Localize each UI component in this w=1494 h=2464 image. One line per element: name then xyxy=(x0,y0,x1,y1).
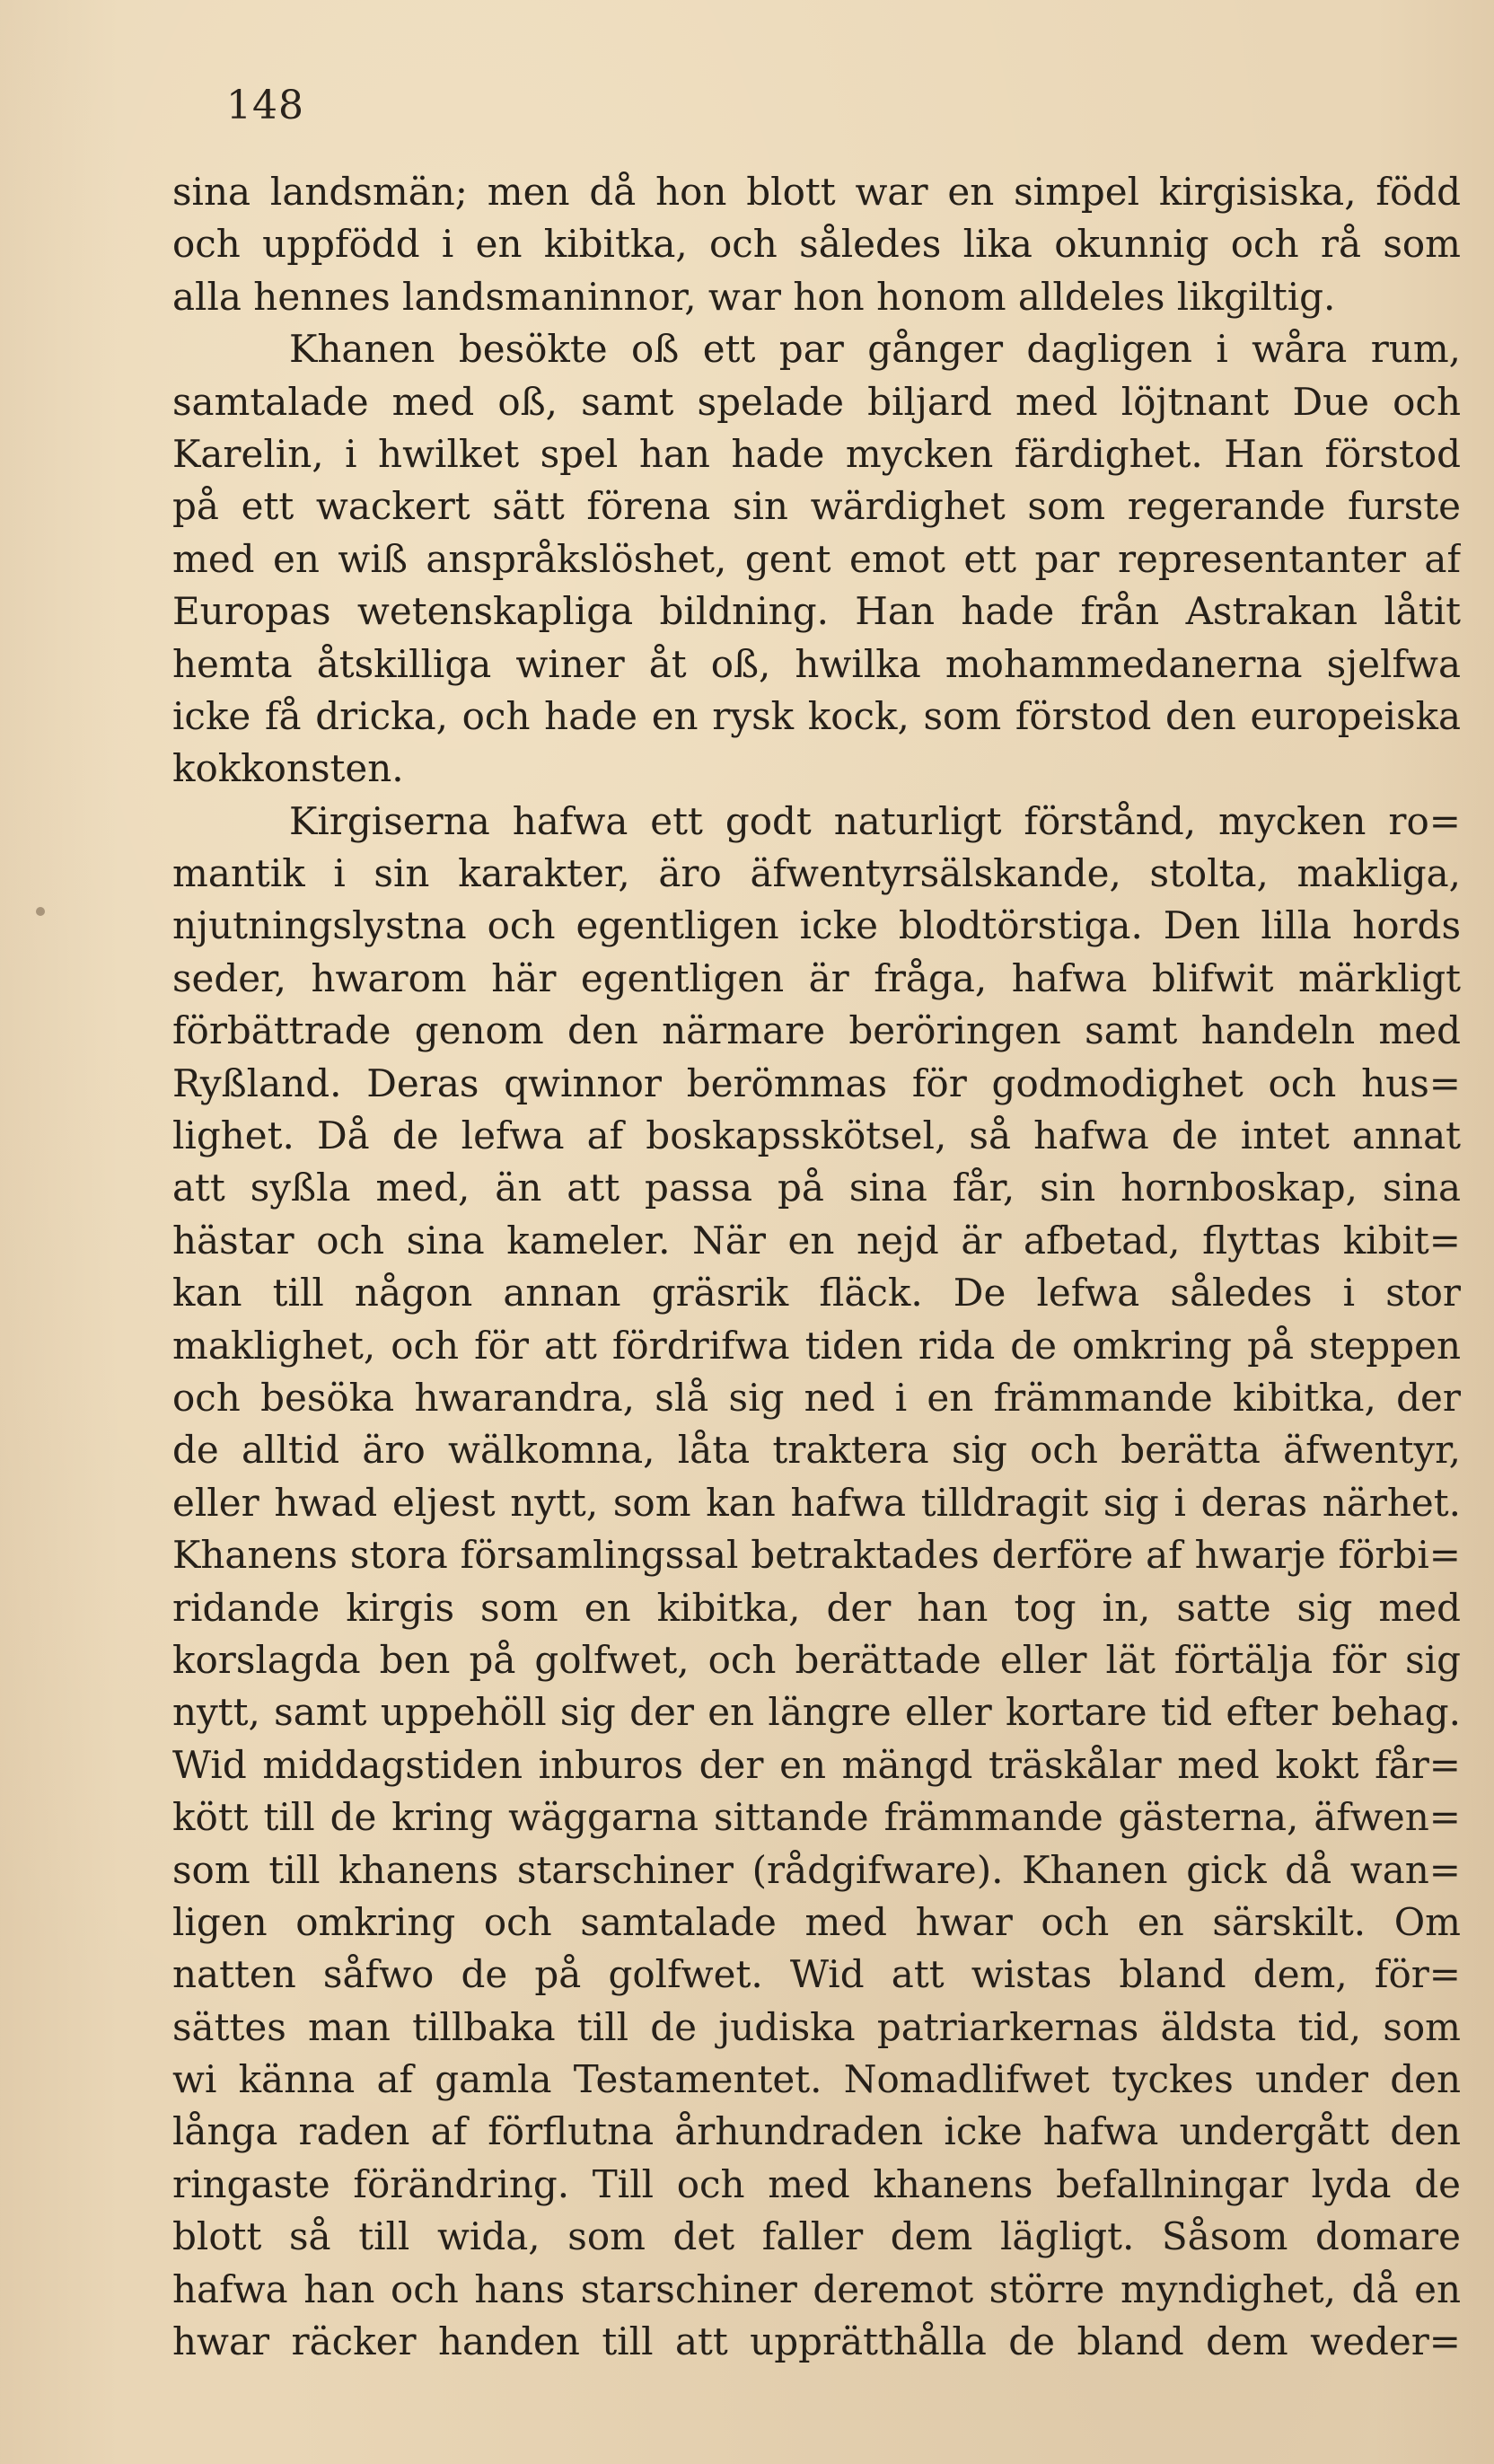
text-line: maklighet, och för att fördrifwa tiden rida de omkring på steppen xyxy=(172,1323,1461,1368)
text-line: förbättrade genom den närmare beröringen samt handeln med xyxy=(172,1008,1461,1053)
text-line: seder, hwarom här egentligen är fråga, hafwa blifwit märkligt xyxy=(172,955,1461,1000)
text-line: långa raden af förflutna århundraden icke hafwa undergått den xyxy=(172,2109,1461,2154)
text-line: lighet. Då de lefwa af boskapsskötsel, så hafwa de intet annat xyxy=(172,1113,1461,1158)
text-line: Europas wetenskapliga bildning. Han hade från Astrakan låtit xyxy=(172,589,1461,634)
text-line: samtalade med oß, samt spelade biljard med löjtnant Due och xyxy=(172,379,1461,424)
text-line: hwar räcker handen till att upprätthålla de bland dem weder= xyxy=(172,2319,1461,2364)
text-line: wi känna af gamla Testamentet. Nomadlifwet tyckes under den xyxy=(172,2057,1461,2102)
text-line: Khanen besökte oß ett par gånger dagligen i wåra rum, xyxy=(289,327,1461,372)
text-line: kokkonsten. xyxy=(172,746,404,791)
text-line: och uppfödd i en kibitka, och således lika okunnig och rå som xyxy=(172,222,1461,267)
text-line: icke få dricka, och hade en rysk kock, som förstod den europeiska xyxy=(172,693,1461,738)
text-line: hafwa han och hans starschiner deremot större myndighet, då en xyxy=(172,2266,1461,2311)
text-line: på ett wackert sätt förena sin wärdighet som regerande furste xyxy=(172,484,1461,529)
text-line: hemta åtskilliga winer åt oß, hwilka mohammedanerna sjelfwa xyxy=(172,641,1461,686)
text-line: nytt, samt uppehöll sig der en längre eller kortare tid efter behag. xyxy=(172,1690,1461,1735)
text-line: hästar och sina kameler. När en nejd är afbetad, flyttas kibit= xyxy=(172,1218,1461,1263)
text-line: Ryßland. Deras qwinnor berömmas för godmodighet och hus= xyxy=(172,1060,1461,1105)
body-text xyxy=(172,166,1461,2368)
text-line: de alltid äro wälkomna, låta traktera sig och berätta äfwentyr, xyxy=(172,1428,1461,1473)
text-line: Khanens stora församlingssal betraktades derföre af hwarje förbi= xyxy=(172,1533,1461,1578)
text-line: kan till någon annan gräsrik fläck. De lefwa således i stor xyxy=(172,1271,1461,1316)
text-line: Karelin, i hwilket spel han hade mycken färdighet. Han förstod xyxy=(172,431,1461,476)
text-line: mantik i sin karakter, äro äfwentyrsälskande, stolta, makliga, xyxy=(172,851,1461,896)
text-line: ligen omkring och samtalade med hwar och en särskilt. Om xyxy=(172,1899,1461,1944)
text-line: blott så till wida, som det faller dem lägligt. Såsom domare xyxy=(172,2214,1461,2259)
text-line: ringaste förändring. Till och med khanens befallningar lyda de xyxy=(172,2161,1461,2206)
text-line: Wid middagstiden inburos der en mängd träskålar med kokt får= xyxy=(172,1742,1461,1787)
text-line: Kirgiserna hafwa ett godt naturligt förstånd, mycken ro= xyxy=(289,798,1461,843)
text-line: med en wiß anspråkslöshet, gent emot ett par representanter af xyxy=(172,536,1461,581)
text-line: sina landsmän; men då hon blott war en simpel kirgisiska, född xyxy=(172,170,1461,214)
text-line: eller hwad eljest nytt, som kan hafwa tilldragit sig i deras närhet. xyxy=(172,1480,1461,1525)
paper-spot xyxy=(36,907,45,916)
text-line: natten såfwo de på golfwet. Wid att wistas bland dem, för= xyxy=(172,1952,1461,1997)
page-number: 148 xyxy=(226,83,304,128)
text-line: korslagda ben på golfwet, och berättade eller lät förtälja för sig xyxy=(172,1637,1461,1682)
text-line: och besöka hwarandra, slå sig ned i en främmande kibitka, der xyxy=(172,1375,1461,1420)
text-line: sättes man tillbaka till de judiska patriarkernas äldsta tid, som xyxy=(172,2004,1461,2049)
text-line: som till khanens starschiner (rådgifware). Khanen gick då wan= xyxy=(172,1847,1461,1892)
text-line: alla hennes landsmaninnor, war hon honom alldeles likgiltig. xyxy=(172,274,1336,319)
text-line: att syßla med, än att passa på sina får, sin hornboskap, sina xyxy=(172,1166,1461,1210)
text-line: kött till de kring wäggarna sittande främmande gästerna, äfwen= xyxy=(172,1795,1461,1840)
text-line: ridande kirgis som en kibitka, der han tog in, satte sig med xyxy=(172,1585,1461,1630)
text-line: njutningslystna och egentligen icke blodtörstiga. Den lilla hords xyxy=(172,903,1461,948)
